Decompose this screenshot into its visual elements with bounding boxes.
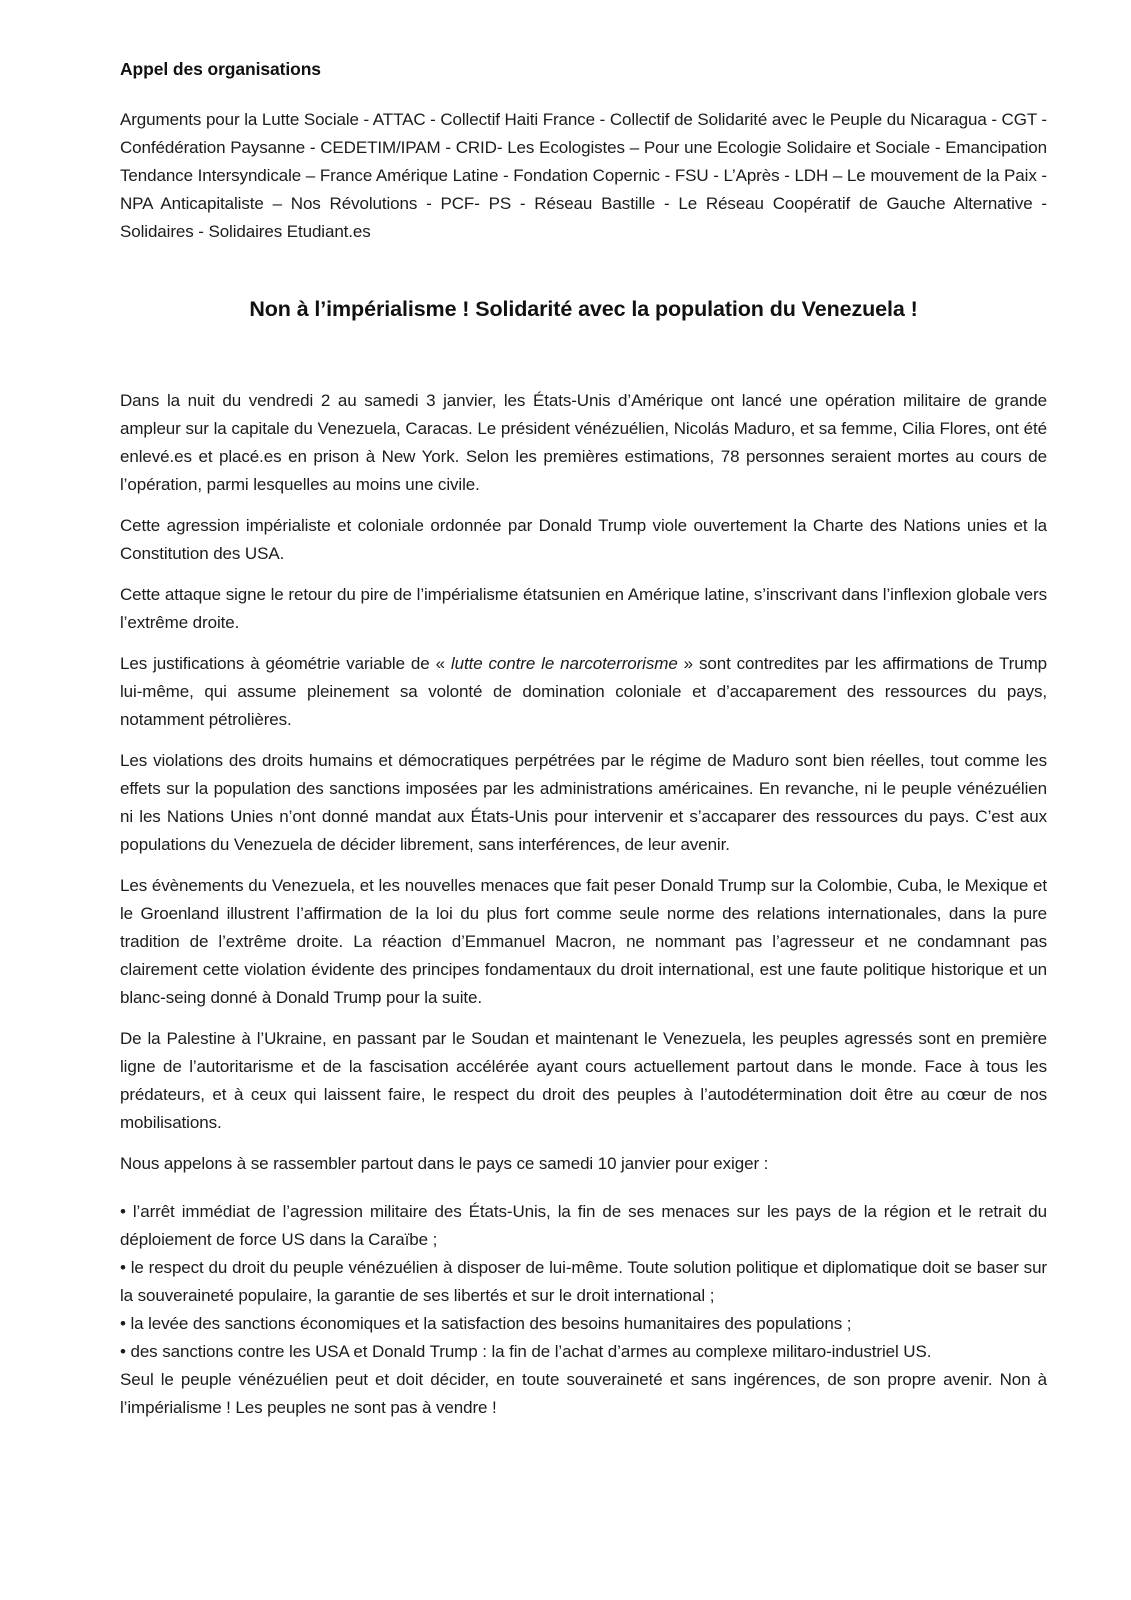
demand-self-determination: • le respect du droit du peuple vénézuélien à disposer de lui-même. Toute solution politique et diplomatique doit se baser sur la souveraineté populaire, la garantie de ses libertés et sur le droit international ; (120, 1258, 1047, 1305)
call-to-rally: Nous appelons à se rassembler partout dans le pays ce samedi 10 janvier pour exiger : (120, 1154, 769, 1173)
document-title: Non à l’impérialisme ! Solidarité avec la population du Venezuela ! (249, 297, 918, 321)
paragraph-self-determination: De la Palestine à l’Ukraine, en passant par le Soudan et maintenant le Venezuela, les peuples agressés sont en première ligne de l’autoritarisme et de la fascisation accélérée ayant cours actuellement partout dans le monde. Face à tous les prédateurs, et à ceux qui laissent faire, le respect du droit des peuples à l’autodétermination doit être au cœur de nos mobilisations. (120, 1029, 1047, 1132)
paragraph-human-rights: Les violations des droits humains et démocratiques perpétrées par le régime de Maduro sont bien réelles, tout comme les effets sur la population des sanctions imposées par les administrations américaines. En revanche, ni le peuple vénézuélien ni les Nations Unies n’ont donné mandat aux États-Unis pour intervenir et s’accaparer des ressources du pays. C’est aux populations du Venezuela de décider librement, sans interférences, de leur avenir. (120, 751, 1047, 854)
demands-list (120, 1198, 1047, 1422)
closing-statement: Seul le peuple vénézuélien peut et doit décider, en toute souveraineté et sans ingérences, de son propre avenir. Non à l’impérialisme ! Les peuples ne sont pas à vendre ! (120, 1370, 1047, 1417)
paragraph-military-operation: Dans la nuit du vendredi 2 au samedi 3 janvier, les États-Unis d’Amérique ont lancé une opération militaire de grande ampleur sur la capitale du Venezuela, Caracas. Le président vénézuélien, Nicolás Maduro, et sa femme, Cilia Flores, ont été enlevé.es et placé.es en prison à New York. Selon les premières estimations, 78 personnes seraient mortes au cours de l’opération, parmi lesquelles au moins une civile. (120, 391, 1047, 494)
demand-sanctions-usa: • des sanctions contre les USA et Donald Trump : la fin de l’achat d’armes au complexe militaro-industriel US. (120, 1342, 932, 1361)
justifications-text-pre: Les justifications à géométrie variable de « (120, 654, 451, 673)
organizations-list: Arguments pour la Lutte Sociale - ATTAC - Collectif Haiti France - Collectif de Solidarité avec le Peuple du Nicaragua - CGT - Confédération Paysanne - CEDETIM/IPAM - CRID- Les Ecologistes – Pour une Ecologie Solidaire et Sociale - Emancipation Tendance Intersyndicale – France Amérique Latine - Fondation Copernic - FSU - L’Après - LDH – Le mouvement de la Paix - NPA Anticapitaliste – Nos Révolutions - PCF- PS - Réseau Bastille - Le Réseau Coopératif de Gauche Alternative - Solidaires - Solidaires Etudiant.es (120, 110, 1047, 241)
paragraph-justifications (120, 650, 1047, 734)
demand-stop-aggression: • l’arrêt immédiat de l’agression militaire des États-Unis, la fin de ses menaces sur les pays de la région et le retrait du déploiement de force US dans la Caraïbe ; (120, 1202, 1047, 1249)
appeal-heading: Appel des organisations (120, 59, 321, 79)
demand-lift-sanctions: • la levée des sanctions économiques et la satisfaction des besoins humanitaires des populations ; (120, 1314, 852, 1333)
paragraph-imperialism-return: Cette attaque signe le retour du pire de l’impérialisme étatsunien en Amérique latine, s’inscrivant dans l’inflexion globale vers l’extrême droite. (120, 585, 1047, 632)
justifications-text-post: » sont contredites par les affirmations de Trump lui-même, qui assume pleinement sa volonté de domination coloniale et d’accaparement des ressources du pays, notamment pétrolières. (120, 654, 1047, 729)
paragraph-macron-reaction: Les évènements du Venezuela, et les nouvelles menaces que fait peser Donald Trump sur la Colombie, Cuba, le Mexique et le Groenland illustrent l’affirmation de la loi du plus fort comme seule norme des relations internationales, dans la pure tradition de l’extrême droite. La réaction d’Emmanuel Macron, ne nommant pas l’agresseur et ne condamnant pas clairement cette violation évidente des principes fondamentaux du droit international, est une faute politique historique et un blanc-seing donné à Donald Trump pour la suite. (120, 876, 1047, 1007)
paragraph-charter-violation: Cette agression impérialiste et coloniale ordonnée par Donald Trump viole ouvertement la Charte des Nations unies et la Constitution des USA. (120, 516, 1047, 563)
narcoterrorisme-italic-text: lutte contre le narcoterrorisme (450, 654, 678, 673)
